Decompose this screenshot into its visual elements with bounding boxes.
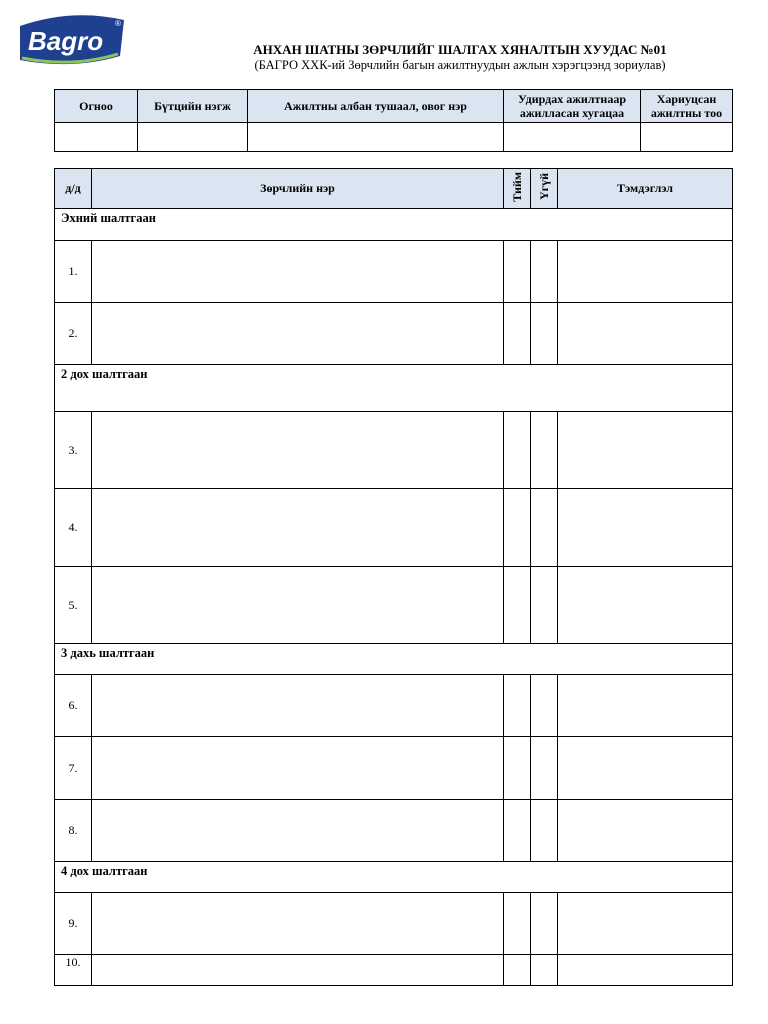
row-number: 8.	[55, 800, 92, 862]
no-cell[interactable]	[531, 955, 558, 986]
table-row	[55, 241, 733, 303]
yes-cell[interactable]	[504, 567, 531, 644]
section-title: 2 дох шалтгаан	[55, 365, 733, 412]
note-cell[interactable]	[558, 737, 733, 800]
row-number: 7.	[55, 737, 92, 800]
violation-cell[interactable]	[92, 675, 504, 737]
row-number: 3.	[55, 412, 92, 489]
logo-text: Bagro	[28, 26, 104, 56]
yes-cell[interactable]	[504, 303, 531, 365]
row-number: 2.	[55, 303, 92, 365]
row-number: 9.	[55, 893, 92, 955]
yes-cell[interactable]	[504, 241, 531, 303]
note-cell[interactable]	[558, 412, 733, 489]
violation-cell[interactable]	[92, 737, 504, 800]
yes-cell[interactable]	[504, 800, 531, 862]
employee-cell[interactable]	[248, 123, 504, 152]
violation-cell[interactable]	[92, 567, 504, 644]
yes-cell[interactable]	[504, 412, 531, 489]
bagro-logo	[16, 12, 128, 66]
no-cell[interactable]	[531, 675, 558, 737]
violation-cell[interactable]	[92, 303, 504, 365]
col-yes	[504, 169, 531, 209]
info-table	[54, 89, 733, 152]
violation-cell[interactable]	[92, 893, 504, 955]
row-number: 10.	[55, 955, 92, 986]
no-cell[interactable]	[531, 800, 558, 862]
section-title: 4 дох шалтгаан	[55, 862, 733, 893]
note-cell[interactable]	[558, 893, 733, 955]
registered-mark: ®	[115, 19, 121, 28]
checklist-table	[54, 168, 733, 986]
table-row	[55, 567, 733, 644]
management-duration-cell[interactable]	[504, 123, 641, 152]
table-row	[55, 893, 733, 955]
col-date: Огноо	[55, 90, 138, 123]
no-cell[interactable]	[531, 893, 558, 955]
note-cell[interactable]	[558, 567, 733, 644]
page-subtitle: (БАГРО ХХК-ий Зөрчлийн багын ажилтнуудын ажлын хэрэгцээнд зориулав)	[254, 58, 666, 72]
yes-cell[interactable]	[504, 737, 531, 800]
table-row	[55, 737, 733, 800]
table-row	[55, 800, 733, 862]
no-cell[interactable]	[531, 737, 558, 800]
violation-cell[interactable]	[92, 241, 504, 303]
table-row	[55, 303, 733, 365]
col-management-duration: Удирдах ажилтнаар ажилласан хугацаа	[504, 90, 641, 123]
no-cell[interactable]	[531, 241, 558, 303]
violation-cell[interactable]	[92, 800, 504, 862]
table-row	[55, 955, 733, 986]
violation-cell[interactable]	[92, 955, 504, 986]
note-cell[interactable]	[558, 489, 733, 567]
col-no	[531, 169, 558, 209]
table-row	[55, 675, 733, 737]
yes-cell[interactable]	[504, 955, 531, 986]
section-title: 3 дахь шалтгаан	[55, 644, 733, 675]
col-staff-count: Хариуцсан ажилтны тоо	[641, 90, 733, 123]
table-row	[55, 489, 733, 567]
date-cell[interactable]	[55, 123, 138, 152]
col-yes-label: Тийм	[509, 171, 524, 202]
col-violation-name: Зөрчлийн нэр	[92, 169, 504, 209]
col-employee: Ажилтны албан тушаал, овог нэр	[248, 90, 504, 123]
row-number: 6.	[55, 675, 92, 737]
col-note: Тэмдэглэл	[558, 169, 733, 209]
row-number: 1.	[55, 241, 92, 303]
note-cell[interactable]	[558, 800, 733, 862]
note-cell[interactable]	[558, 675, 733, 737]
no-cell[interactable]	[531, 412, 558, 489]
staff-count-cell[interactable]	[641, 123, 733, 152]
row-number: 4.	[55, 489, 92, 567]
yes-cell[interactable]	[504, 893, 531, 955]
col-unit: Бүтцийн нэгж	[138, 90, 248, 123]
unit-cell[interactable]	[138, 123, 248, 152]
page-title: АНХАН ШАТНЫ ЗӨРЧЛИЙГ ШАЛГАХ ХЯНАЛТЫН ХУУДАС №01	[253, 42, 667, 57]
no-cell[interactable]	[531, 303, 558, 365]
yes-cell[interactable]	[504, 489, 531, 567]
note-cell[interactable]	[558, 955, 733, 986]
col-no-label: Үгүй	[536, 172, 551, 201]
no-cell[interactable]	[531, 489, 558, 567]
no-cell[interactable]	[531, 567, 558, 644]
violation-cell[interactable]	[92, 489, 504, 567]
row-number: 5.	[55, 567, 92, 644]
violation-cell[interactable]	[92, 412, 504, 489]
yes-cell[interactable]	[504, 675, 531, 737]
table-row	[55, 412, 733, 489]
note-cell[interactable]	[558, 303, 733, 365]
section-title: Эхний шалтгаан	[55, 209, 733, 241]
col-number: д/д	[55, 169, 92, 209]
note-cell[interactable]	[558, 241, 733, 303]
